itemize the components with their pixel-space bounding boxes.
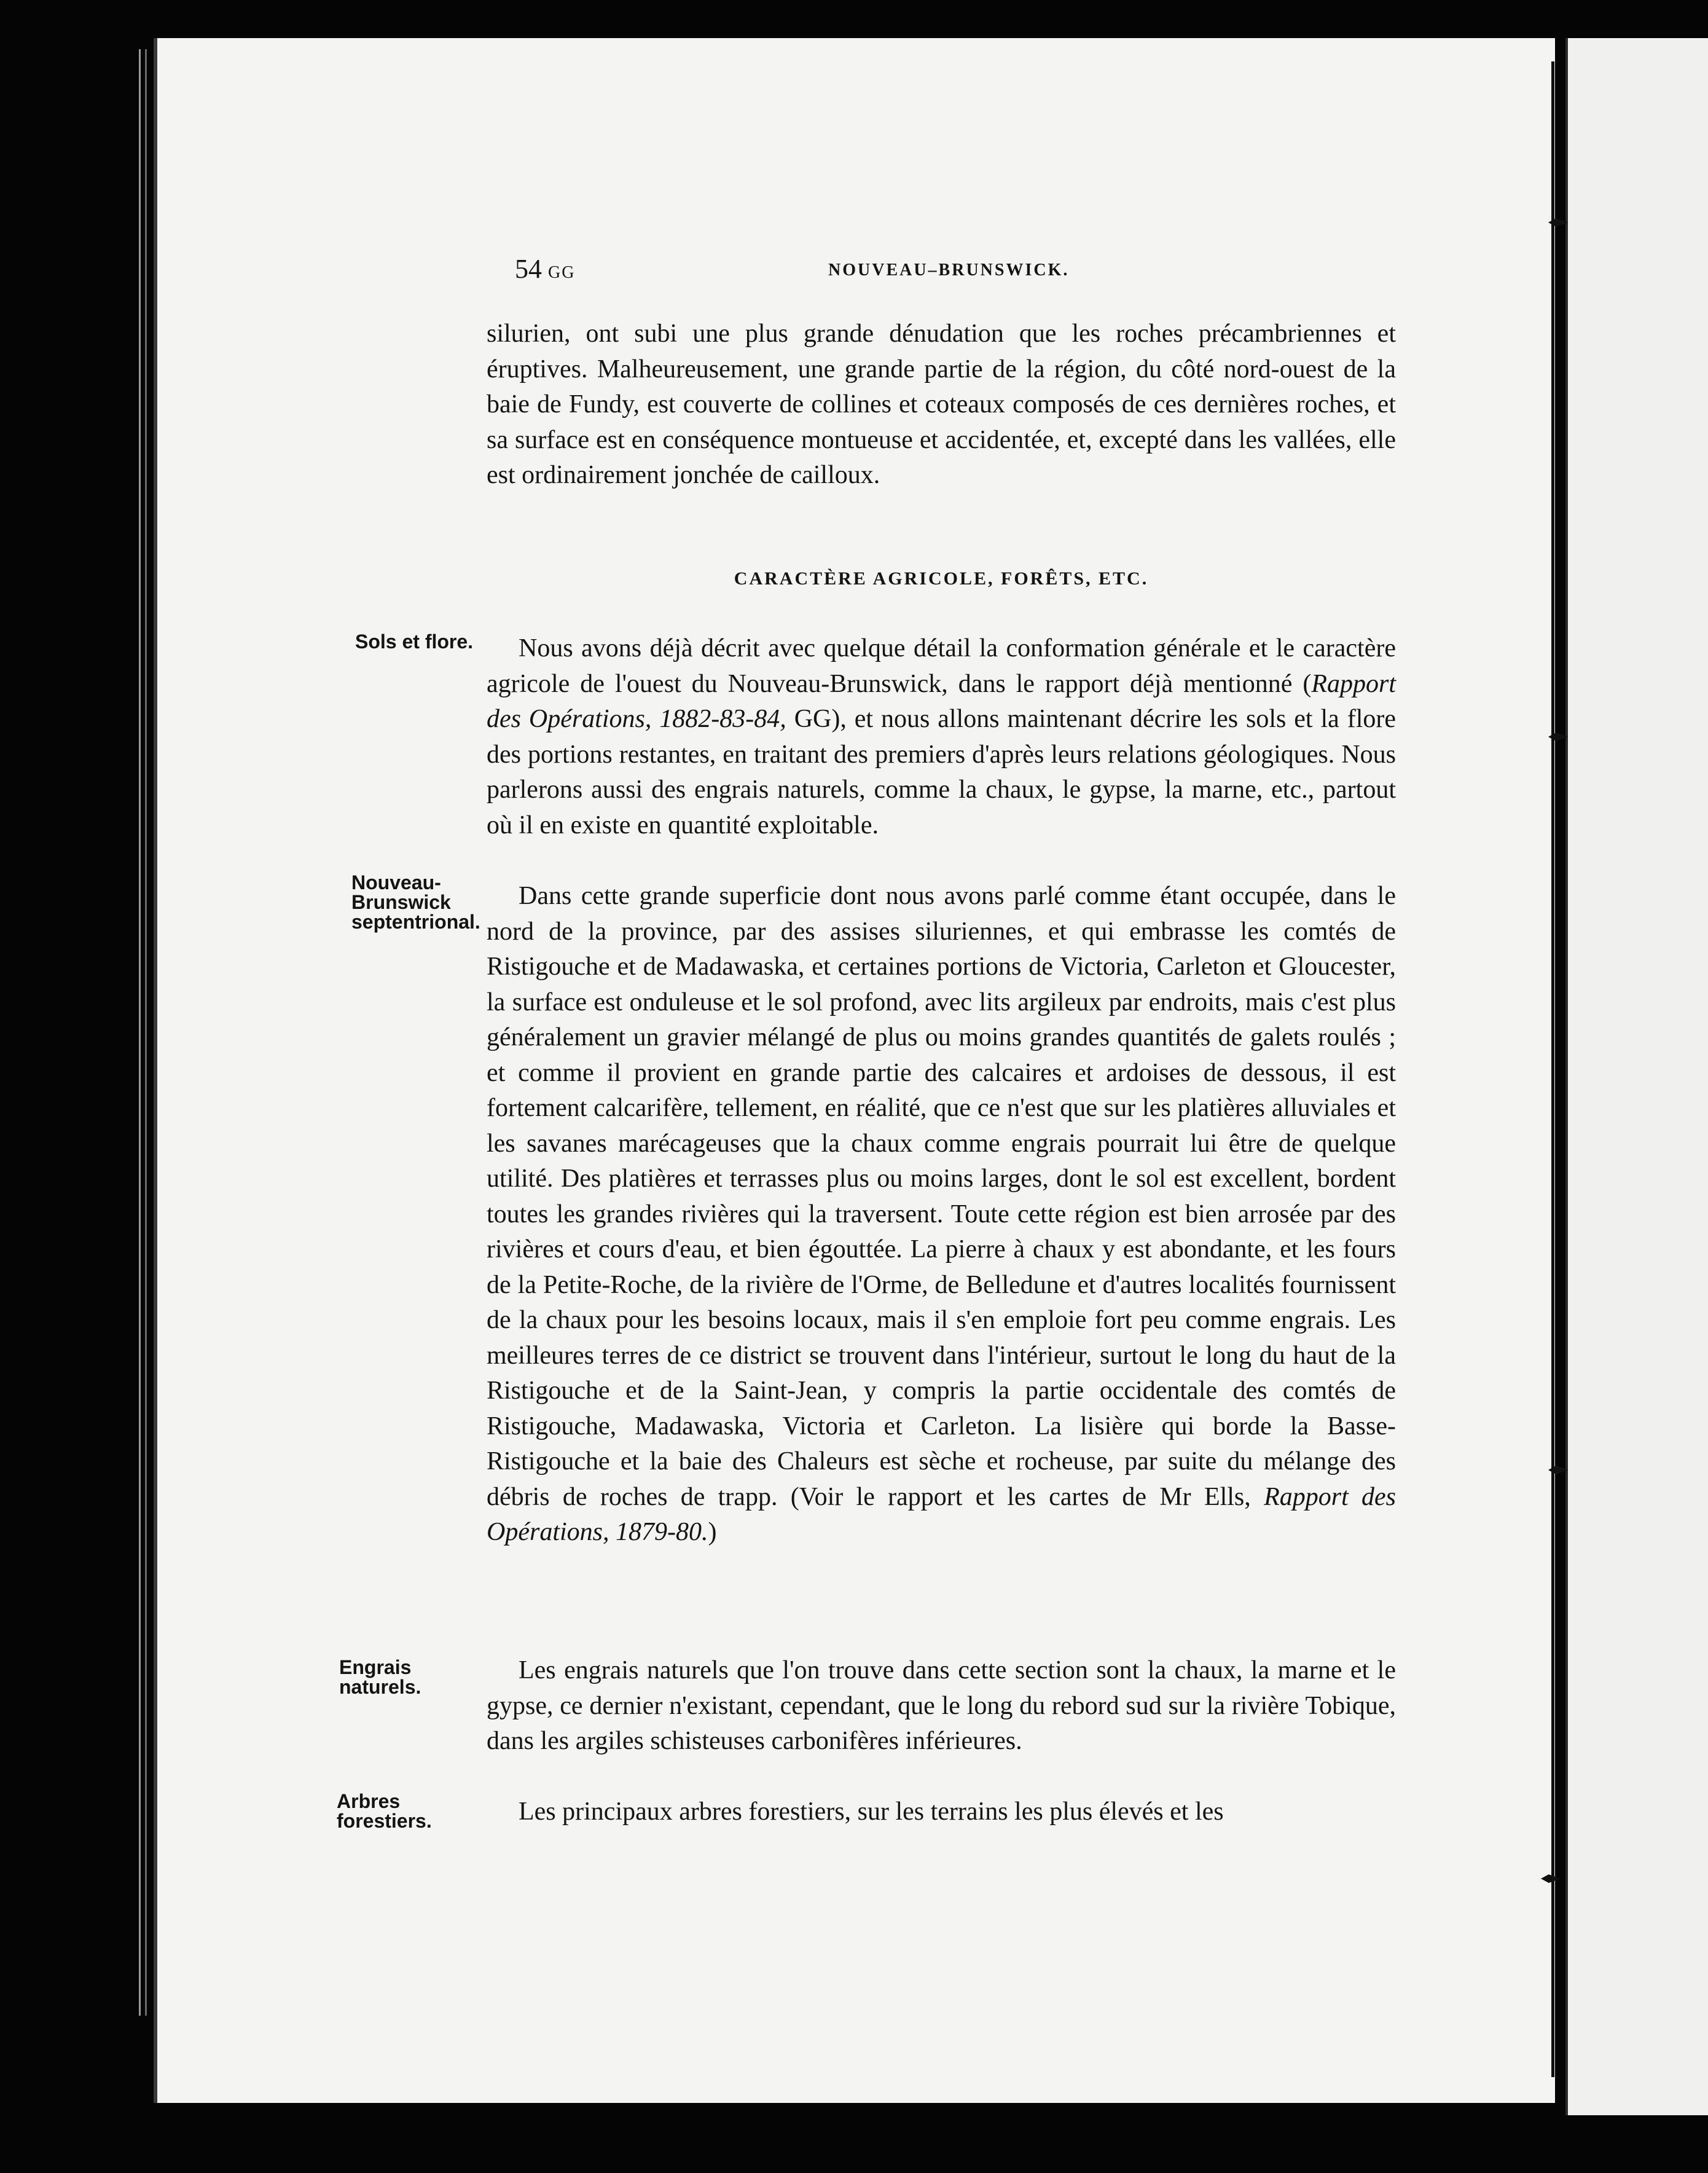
page-number: 54 GG [515,254,576,284]
page-edge [145,49,147,2016]
paragraph-nord [487,879,1396,1550]
paragraph-text: silurien, ont subi une plus grande dénudation que les roches précambriennes et éruptives. Malheureusement, une grande partie de la région, du côté nord-ouest de la baie de Fundy, est couverte de collines et coteaux composés de ces dernières roches, et sa surface est en conséquence montueuse et accidentée, et, excepté dans les vallées, elle est ordinairement jonchée de cailloux. [487,320,1396,489]
paragraph-text: Les principaux arbres forestiers, sur les terrains les plus élevés et les [519,1798,1224,1826]
margin-note-nord: Nouveau- Brunswick septentrional. [351,871,480,933]
binding-gutter [1551,61,1554,2077]
paragraph-engrais [487,1653,1396,1759]
margin-note-sols: Sols et flore. [355,631,474,653]
section-heading: CARACTÈRE AGRICOLE, FORÊTS, ETC. [734,568,1149,589]
paragraph-text: Nous avons déjà décrit avec quelque détail la conformation générale et le caractère agricole de l'ouest du Nouveau-Brunswick, dans le rapport déjà mentionné (Rapport des Opérations, 1882-83-84, GG), et nous allons maintenant décrire les sols et la flore des portions restantes, en traitant des premiers d'après leurs relations géologiques. Nous parlerons aussi des engrais naturels, comme la chaux, le gypse, la marne, etc., partout où il en existe en quantité exploitable. [487,634,1396,839]
paragraph-sols [487,631,1396,843]
page-header [515,253,1129,290]
report-reference: Rapport des Opérations, 1879-80. [487,1482,1396,1546]
running-head: NOUVEAU–BRUNSWICK. [828,261,1070,280]
page-edge [139,49,141,2016]
margin-note-arbres: Arbres forestiers. [337,1790,432,1832]
report-reference: Rapport des Opérations, 1882-83-84, [487,669,1396,733]
paragraph-text: Dans cette grande superficie dont nous avons parlé comme étant occupée, dans le nord de la province, par des assises siluriennes, et qui embrasse les comtés de Ristigouche et de Madawaska, et certaines portions de Victoria, Carleton et Gloucester, la surface est onduleuse et le sol profond, avec lits argileux par endroits, mais c'est plus généralement un gravier mélangé de plus ou moins grandes quantités de galets roulés ; et comme il provient en grande partie des calcaires et ardoises de dessous, il est fortement calcarifère, tellement, en réalité, que ce n'est que sur les platières alluviales et les savanes marécageuses que la chaux comme engrais pourrait lui être de quelque utilité. Des platières et terrasses plus ou moins larges, dont le sol est excellent, bordent toutes les grandes rivières qui la traversent. Toute cette région est bien arrosée par des rivières et cours d'eau, et bien égouttée. La pierre à chaux y est abondante, et les fours de la Petite-Roche, de la rivière de l'Orme, de Belledune et d'autres localités fournissent de la chaux pour les besoins locaux, mais il s'en emploie fort peu comme engrais. Les meilleures terres de ce district se trouvent dans l'intérieur, surtout le long du haut de la Ristigouche et de la Saint-Jean, y compris la partie occidentale des comtés de Ristigouche, Madawaska, Victoria et Carleton. La lisière qui borde la Basse-Ristigouche et la baie des Chaleurs est sèche et rocheuse, par suite du mélange des débris de roches de trapp. (Voir le rapport et les cartes de Mr Ells, Rapport des Opérations, 1879-80.) [487,882,1396,1546]
paragraph-arbres [487,1794,1396,1830]
margin-note-engrais: Engrais naturels. [339,1656,421,1698]
paragraph-text: Les engrais naturels que l'on trouve dans cette section sont la chaux, la marne et le gypse, ce dernier n'existant, cependant, que le long du rebord sud sur la rivière Tobique, dans les argiles schisteuses carbonifères inférieures. [487,1656,1396,1755]
facing-page-edge [1565,38,1708,2115]
intro-paragraph [487,316,1396,493]
